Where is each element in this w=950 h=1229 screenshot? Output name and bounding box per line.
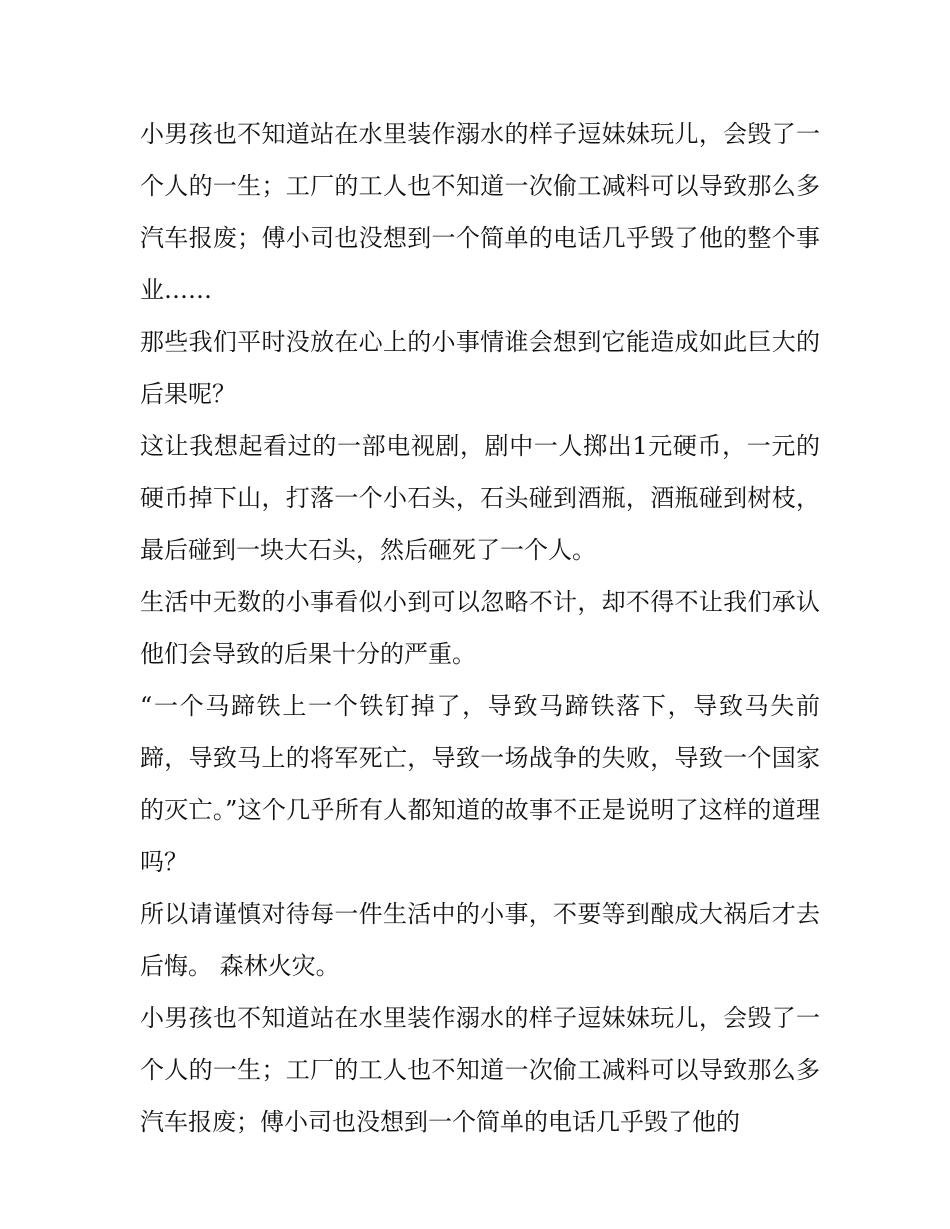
paragraph-3: 这让我想起看过的一部电视剧，剧中一人掷出1元硬币，一元的硬币掉下山，打落一个小石头，石头碰到酒瓶，酒瓶碰到树枝，最后碰到一块大石头，然后砸死了一个人。 bbox=[140, 432, 820, 564]
paragraph-6: 所以请谨慎对待每一件生活中的小事，不要等到酿成大祸后才去后悔。 森林火灾。 bbox=[140, 900, 820, 980]
paragraph-1: 小男孩也不知道站在水里装作溺水的样子逗妹妹玩儿，会毁了一个人的一生；工厂的工人也不知道一次偷工减料可以导致那么多汽车报废；傅小司也没想到一个简单的电话几乎毁了他的整个事业…… bbox=[140, 120, 820, 304]
paragraph-5: “一个马蹄铁上一个铁钉掉了，导致马蹄铁落下，导致马失前蹄，导致马上的将军死亡，导致一场战争的失败，导致一个国家的灭亡。”这个几乎所有人都知道的故事不正是说明了这样的道理吗？ bbox=[140, 692, 820, 876]
paragraph-4: 生活中无数的小事看似小到可以忽略不计，却不得不让我们承认他们会导致的后果十分的严重。 bbox=[140, 588, 820, 668]
paragraph-2: 那些我们平时没放在心上的小事情谁会想到它能造成如此巨大的后果呢？ bbox=[140, 328, 820, 408]
document-body bbox=[140, 108, 820, 1148]
paragraph-7: 小男孩也不知道站在水里装作溺水的样子逗妹妹玩儿，会毁了一个人的一生；工厂的工人也不知道一次偷工减料可以导致那么多汽车报废；傅小司也没想到一个简单的电话几乎毁了他的 bbox=[140, 1004, 820, 1136]
